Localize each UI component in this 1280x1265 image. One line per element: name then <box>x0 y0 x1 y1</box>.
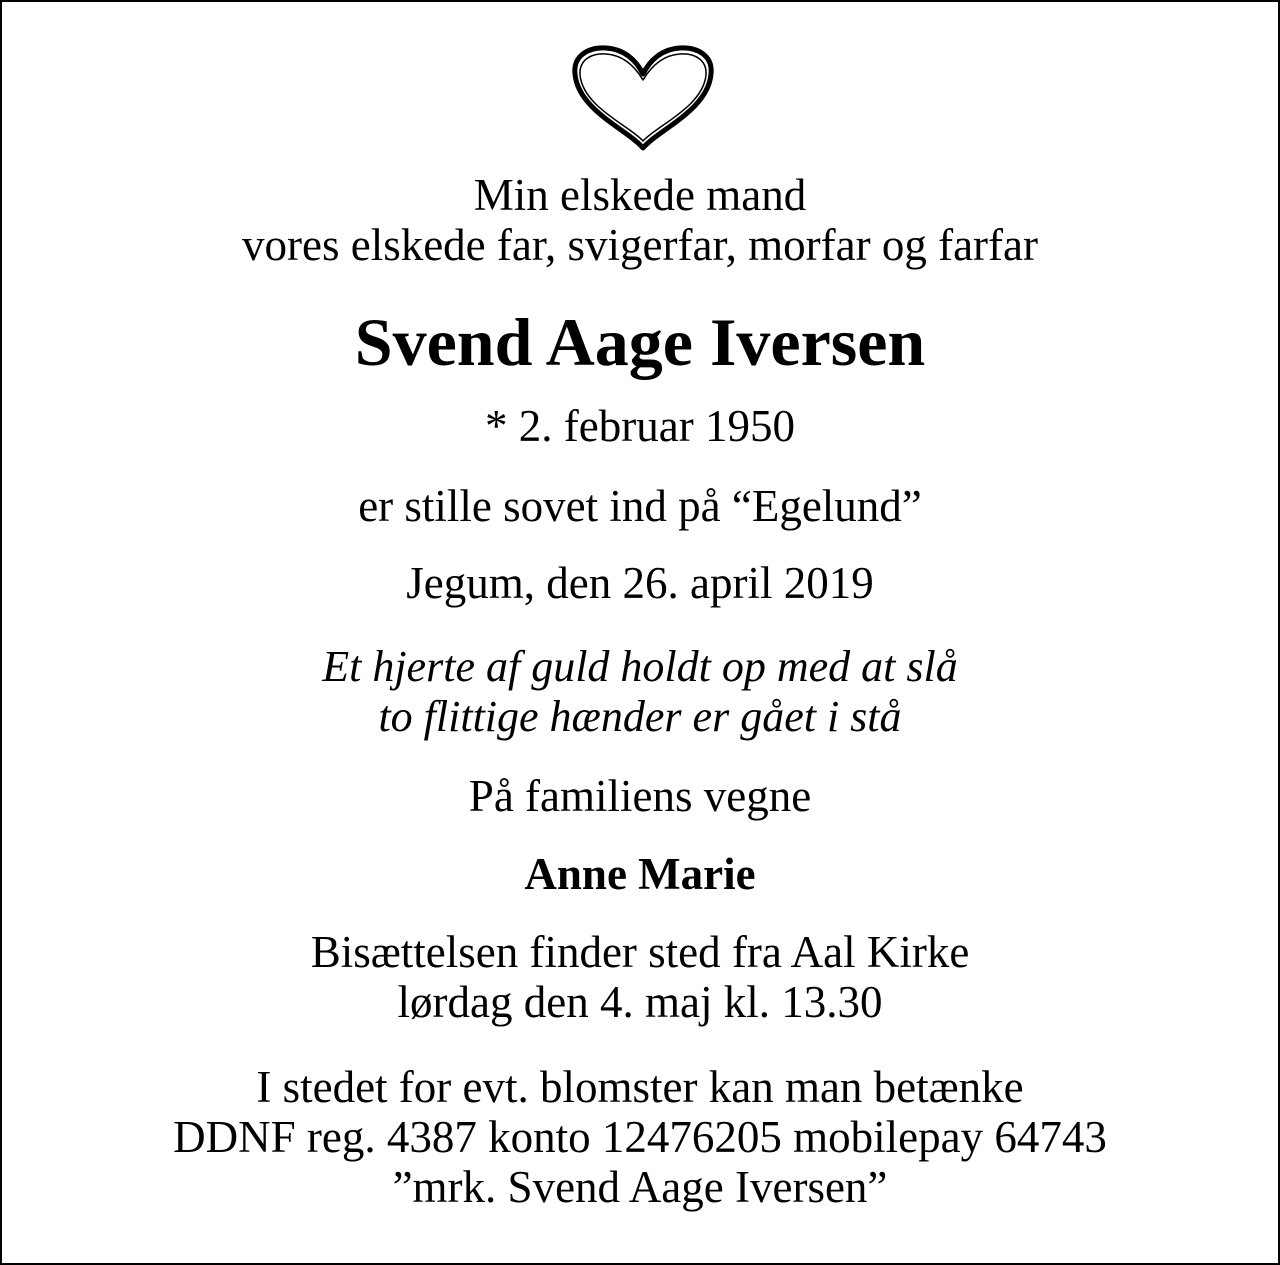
intro-line: Min elskede mand <box>473 170 807 220</box>
funeral-info <box>2 927 1278 1027</box>
donation-info <box>2 1062 1278 1212</box>
verse-line: to flittige hænder er gået i stå <box>378 692 902 741</box>
on-behalf-text: På familiens vegne <box>468 771 812 821</box>
place-and-date: Jegum, den 26. april 2019 <box>406 558 874 608</box>
deceased-name: Svend Aage Iversen <box>354 304 926 380</box>
intro-text <box>2 170 1278 270</box>
verse-line: Et hjerte af guld holdt op med at slå <box>322 642 958 691</box>
passing-text: er stille sovet ind på “Egelund” <box>358 481 922 531</box>
heart-icon <box>570 44 716 152</box>
verse <box>2 642 1278 742</box>
funeral-line: lørdag den 4. maj kl. 13.30 <box>397 977 883 1027</box>
intro-line: vores elskede far, svigerfar, morfar og farfar <box>242 220 1038 270</box>
donation-line: DDNF reg. 4387 konto 12476205 mobilepay 64743 <box>173 1112 1107 1162</box>
donation-line: ”mrk. Svend Aage Iversen” <box>392 1162 888 1212</box>
birth-date: * 2. februar 1950 <box>485 401 795 451</box>
donation-line: I stedet for evt. blomster kan man betænke <box>256 1062 1024 1112</box>
funeral-line: Bisættelsen finder sted fra Aal Kirke <box>310 927 970 977</box>
signer-name: Anne Marie <box>524 849 756 899</box>
